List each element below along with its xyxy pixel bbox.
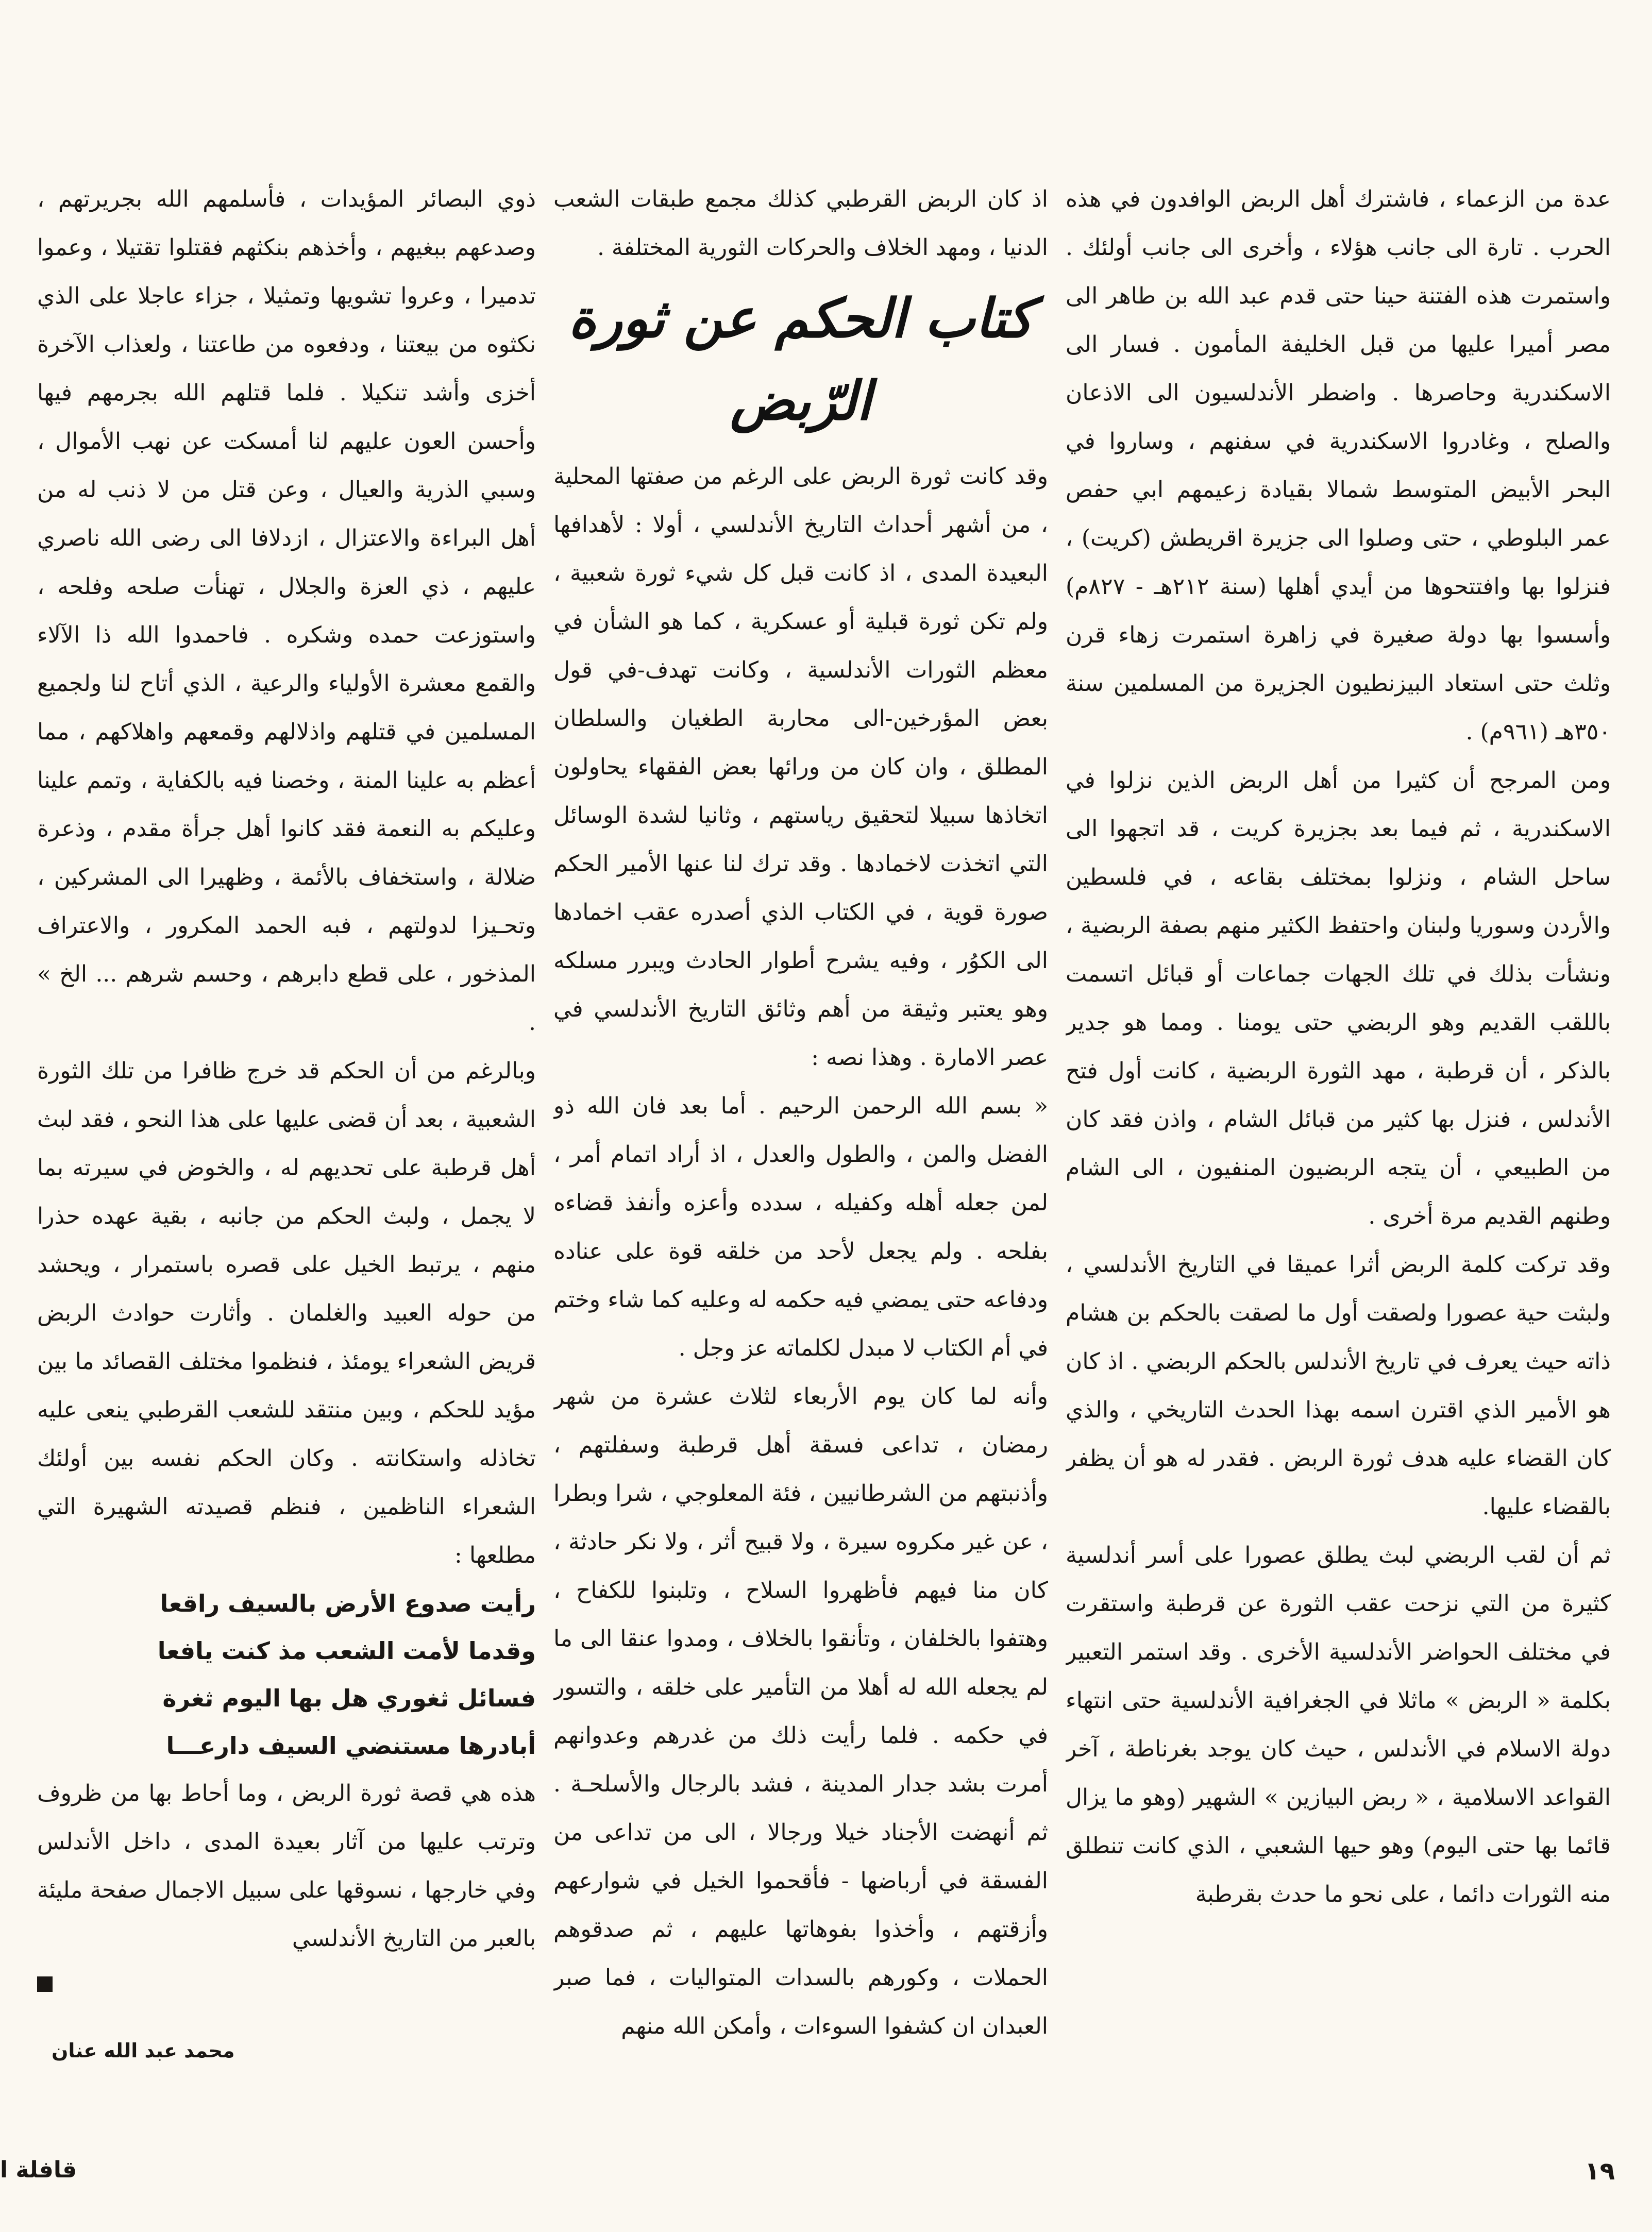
paragraph: ذوي البصائر المؤيدات ، فأسلمهم الله بجريرتهم ، وصدعهم ببغيهم ، وأخذهم بنكثهم فقتلوا تقتيلا ، وعموا تدميرا ، وعروا تشويها وتمثيلا ، جزاء عاجلا على الذي نكثوه من بيعتنا ، ودفعوه من طاعتنا ، ولعذاب الآخرة أخزى وأشد تنكيلا . فلما قتلهم الله بجرمهم فيها وأحسن العون عليهم لنا أمسكت عن نهب الأموال ، وسبي الذرية والعيال ، وعن قتل من لا ذنب له من أهل البراءة والاعتزال ، ازدلافا الى رضى الله ناصري عليهم ، ذي العزة والجلال ، تهنأت صلحه وفلحه ، واستوزعت حمده وشكره . فاحمدوا الله ذا الآلاء والقمع معشرة الأولياء والرعية ، الذي أتاح لنا ولجميع المسلمين في قتلهم واذلالهم وقمعهم واهلاكهم ، مما أعظم به علينا المنة ، وخصنا فيه بالكفاية ، وتمم علينا وعليكم به النعمة فقد كانوا أهل جرأة مقدم ، وذعرة ضلالة ، واستخفاف بالأئمة ، وظهيرا الى المشركين ، وتحـيزا لدولتهم ، فبه الحمد المكرور ، والاعتراف المذخور ، على قطع دابرهم ، وحسم شرهم ... الخ » . [37,186,536,1036]
end-mark-icon [37,1976,53,1992]
paragraph: وأنه لما كان يوم الأربعاء لثلاث عشرة من شهر رمضان ، تداعى فسقة أهل قرطبة وسفلتهم ، وأذنبتهم من الشرطانيين ، فئة المعلوجي ، شرا وبطرا ، عن غير مكروه سيرة ، ولا قبيح أثر ، ولا نكر حادثة ، كان منا فيهم فأظهروا السلاح ، وتلبنوا للكفاح ، وهتفوا بالخلفان ، وتأنقوا بالخلاف ، ومدوا عنقا الى ما لم يجعله الله له أهلا من التأمير على خلقه ، والتسور في حكمه . فلما رأيت ذلك من غدرهم وعدوانهم أمرت بشد جدار المدينة ، فشد بالرجال والأسلحـة . ثم أنهضت الأجناد خيلا ورجالا ، الى من تداعى من الفسقة في أرباضها - فأقحموا الخيل في شوارعهم وأزقتهم ، وأخذوا بفوهاتها عليهم ، ثم صدقوهم الحملات ، وكورهم بالسدات المتواليات ، فما صبر العبدان ان كشفوا السوءات ، وأمكن الله منهم [553,1383,1048,2039]
paragraph: اذ كان الربض القرطبي كذلك مجمع طبقات الشعب الدنيا ، ومهد الخلاف والحركات الثورية المختلفة . [553,186,1048,261]
column-middle [553,175,1048,2082]
poem-line: أبادرها مستنضي السيف دارعـــا [166,1732,536,1760]
paragraph: وبالرغم من أن الحكم قد خرج ظافرا من تلك الثورة الشعبية ، بعد أن قضى عليها على هذا النحو ، فقد لبث أهل قرطبة على تحديهم له ، والخوض في سيرته بما لا يجمل ، ولبث الحكم من جانبه ، بقية عهده حذرا منهم ، يرتبط الخيل على قصره باستمرار ، ويحشد من حوله العبيد والغلمان . وأثارت حوادث الربض قريض الشعراء يومئذ ، فنظموا مختلف القصائد ما بين مؤيد للحكم ، وبين منتقد للشعب القرطبي ينعى عليه تخاذله واستكانته . وكان الحكم نفسه بين أولئك الشعراء الناظمين ، فنظم قصيدته الشهيرة التي مطلعها : [37,1058,536,1568]
paragraph: ثم أن لقب الربضي لبث يطلق عصورا على أسر أندلسية كثيرة من التي نزحت عقب الثورة عن قرطبة واستقرت في مختلف الحواضر الأندلسية الأخرى . وقد استمر التعبير بكلمة « الربض » ماثلا في الجغرافية الأندلسية حتى انتهاء دولة الاسلام في الأندلس ، حيث كان يوجد بغرناطة ، آخر القواعد الاسلامية ، « ربض البيازين » الشهير (وهو ما يزال قائما بها حتى اليوم) وهو حيها الشعبي ، الذي كانت تنطلق منه الثورات دائما ، على نحو ما حدث بقرطبة [1066,1542,1611,1907]
poem-verses [37,1580,536,1769]
poem-line: رأيت صدوع الأرض بالسيف راقعا [160,1590,536,1617]
paragraph: وقد تركت كلمة الربض أثرا عميقا في التاريخ الأندلسي ، ولبثت حية عصورا ولصقت أول ما لصقت بالحكم بن هشام ذاته حيث يعرف في تاريخ الأندلس بالحكم الربضي . اذ كان هو الأمير الذي اقترن اسمه بهذا الحدث التاريخي ، والذي كان القضاء عليه هدف ثورة الربض . فقدر له هو أن يظفر بالقضاء عليها. [1066,1252,1611,1520]
closing-paragraph: هذه هي قصة ثورة الربض ، وما أحاط بها من ظروف وترتب عليها من آثار بعيدة المدى ، داخل الأندلس وفي خارجها ، نسوقها على سبيل الاجمال صفحة مليئة بالعبر من التاريخ الأندلسي [37,1780,536,1952]
poem-line: وقدما لأمت الشعب مذ كنت يافعا [157,1637,536,1665]
magazine-name: قافلة ا [0,2157,77,2183]
paragraph: وقد كانت ثورة الربض على الرغم من صفتها المحلية ، من أشهر أحداث التاريخ الأندلسي ، أولا : لأهدافها البعيدة المدى ، اذ كانت قبل كل شيء ثورة شعبية ، ولم تكن ثورة قبلية أو عسكرية ، كما هو الشأن في معظم الثورات الأندلسية ، وكانت تهدف-في قول بعض المؤرخين-الى محاربة الطغيان والسلطان المطلق ، وان كان من ورائها بعض الفقهاء يحاولون اتخاذها سبيلا لتحقيق رياستهم ، وثانيا لشدة الوسائل التي اتخذت لاخمادها . وقد ترك لنا عنها الأمير الحكم صورة قوية ، في الكتاب الذي أصدره عقب اخمادها الى الكوُر ، وفيه يشرح أطوار الحادث ويبرر مسلكه وهو يعتبر وثيقة من أهم وثائق التاريخ الأندلسي في عصر الامارة . وهذا نصه : [553,463,1048,1071]
paragraph: عدة من الزعماء ، فاشترك أهل الربض الوافدون في هذه الحرب . تارة الى جانب هؤلاء ، وأخرى الى جانب أولئك . واستمرت هذه الفتنة حينا حتى قدم عبد الله بن طاهر الى مصر أميرا عليها من قبل الخليفة المأمون . فسار الى الاسكندرية وحاصرها . واضطر الأندلسيون الى الاذعان والصلح ، وغادروا الاسكندرية في سفنهم ، وساروا في البحر الأبيض المتوسط شمالا بقيادة زعيمهم ابي حفص عمر البلوطي ، حتى وصلوا الى جزيرة اقريطش (كريت) ، فنزلوا بها وافتتحوها من أيدي أهلها (سنة ٢١٢هـ - ٨٢٧م) وأسسوا بها دولة صغيرة في زاهرة استمرت زهاء قرن وثلث حتى استعاد البيزنطيون الجزيرة من المسلمين سنة ٣٥٠هـ (٩٦١م) . [1066,186,1611,745]
poem-line: فسائل ثغوري هل بها اليوم ثغرة [162,1684,536,1712]
article-headline: كتاب الحكم عن ثورة الرّبض [568,286,1034,432]
author-byline: محمد عبد الله عنان [52,2039,235,2062]
paragraph: « بسم الله الرحمن الرحيم . أما بعد فان الله ذو الفضل والمن ، والطول والعدل ، اذ أراد اتمام أمر ، لمن جعله أهله وكفيله ، سدده وأعزه وأنفذ قضاءه بفلحه . ولم يجعل لأحد من خلقه قوة على عناده ودفاعه حتى يمضي فيه حكمه له وعليه كما شاء وختم في أم الكتاب لا مبدل لكلماته عز وجل . [553,1093,1048,1361]
column-left [37,175,536,2082]
paragraph: ومن المرجح أن كثيرا من أهل الربض الذين نزلوا في الاسكندرية ، ثم فيما بعد بجزيرة كريت ، قد اتجهوا الى ساحل الشام ، ونزلوا بمختلف بقاعه ، في فلسطين والأردن وسوريا ولبنان واحتفظ الكثير منهم بصفة الربضية ، ونشأت بذلك في تلك الجهات جماعات أو قبائل اتسمت باللقب القديم وهو الربضي حتى يومنا . ومما هو جدير بالذكر ، أن قرطبة ، مهد الثورة الربضية ، كانت أول فتح الأندلس ، فنزل بها كثير من قبائل الشام ، واذن فقد كان من الطبيعي ، أن يتجه الربضيون المنفيون ، الى الشام وطنهم القديم مرة أخرى . [1066,767,1611,1229]
column-right [1066,175,1611,2082]
page-number: ١٩ [1584,2157,1615,2186]
